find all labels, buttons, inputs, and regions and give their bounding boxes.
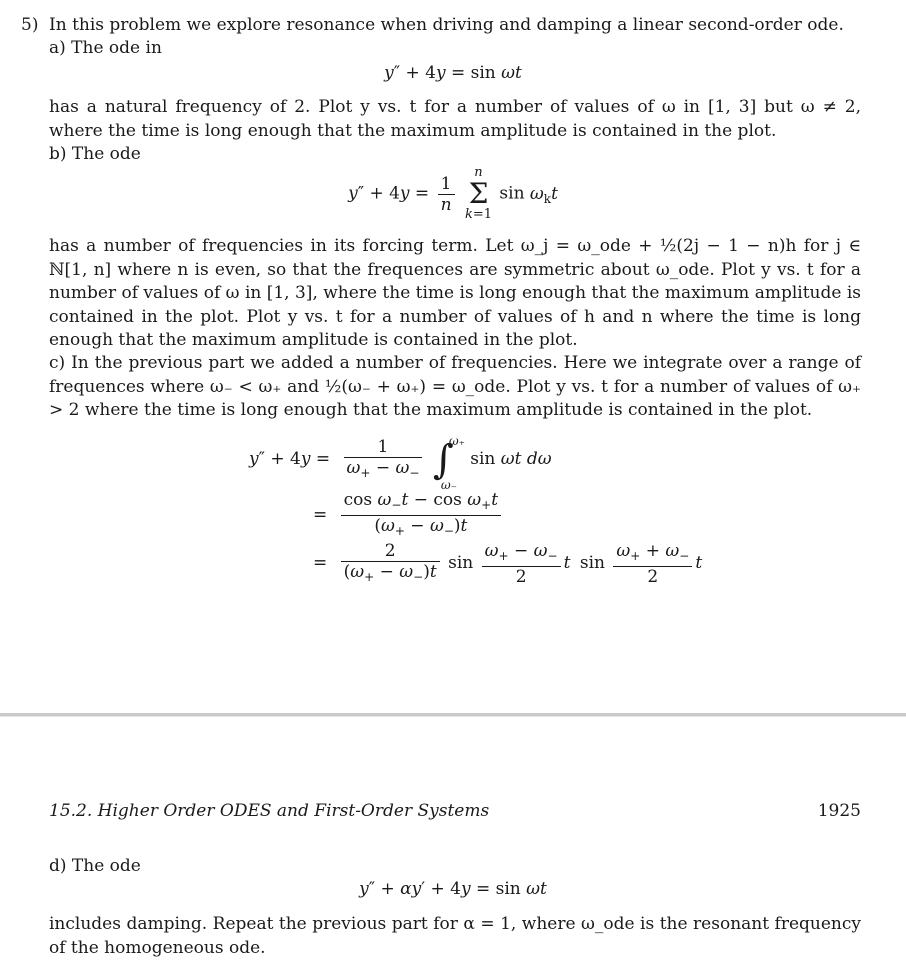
problem-number: 5) — [21, 15, 39, 35]
problem-intro: In this problem we explore resonance when driving and damping a linear second-order ode. — [49, 15, 844, 35]
page-divider — [0, 713, 906, 717]
derivation-line-1: y″ + 4y = $\frac{1}{\omega_+ - \omega_-}$ ∫ ω₊ ω₋ sin ωt dω — [249, 434, 552, 492]
derivation-line-2: = $\frac{\cos \omega_-t - \cos \omega_+t}{(\omega_+ - \omega_-)t}$ — [313, 490, 713, 540]
part-b-label: b) The ode — [49, 144, 141, 164]
part-c-text: c) In the previous part we added a number of frequencies. Here we integrate over a range of frequences where ω₋ < ω₊ and ½(ω₋ + ω₊) = ω_ode. Plot y vs. t for a number of values of ω₊ > 2 where the time is long enough that the maximum amplitude is contained in the plot. — [49, 353, 861, 420]
part-d-text: includes damping. Repeat the previous part for α = 1, where ω_ode is the resonant frequency of the homogeneous ode. — [49, 914, 861, 958]
part-b-text: has a number of frequencies in its forcing term. Let ω_j = ω_ode + ½(2j − 1 − n)h for j ∈ ℕ[1, n] where n is even, so that the frequences are symmetric about ω_ode. Plot y vs. t for a number of values of ω in [1, 3], where the time is long enough that the maximum amplitude is contained in the plot. Plot y vs. t for a number of values of h and n where the time is long enough that the maximum amplitude is contained in the plot. — [49, 236, 861, 350]
part-a-equation: y″ + 4y = sin ωt — [384, 63, 522, 83]
page-number: 1925 — [817, 801, 861, 821]
derivation-line-3: = $\frac{2}{(\omega_+ - \omega_-)t}$ sin $\frac{\omega_+ - \omega_-}{2}$ t sin $\frac{\omega_+ + \omega_-}{2}$ t — [313, 541, 703, 587]
section-header-title: 15.2. Higher Order ODES and First-Order Systems — [49, 801, 490, 821]
part-d-label: d) The ode — [49, 856, 141, 876]
part-a-text: has a natural frequency of 2. Plot y vs. t for a number of values of ω in [1, 3] but ω ≠ 2, where the time is long enough that the maximum amplitude is contained in the plot. — [49, 97, 861, 141]
part-b-equation: y″ + 4y = $\frac{1}{n}$ n Σ k=1 $\sin \omega_kt$ — [348, 165, 558, 222]
part-a-label: a) The ode in — [49, 38, 162, 58]
part-d-equation: y″ + αy′ + 4y = sin ωt — [359, 879, 547, 899]
